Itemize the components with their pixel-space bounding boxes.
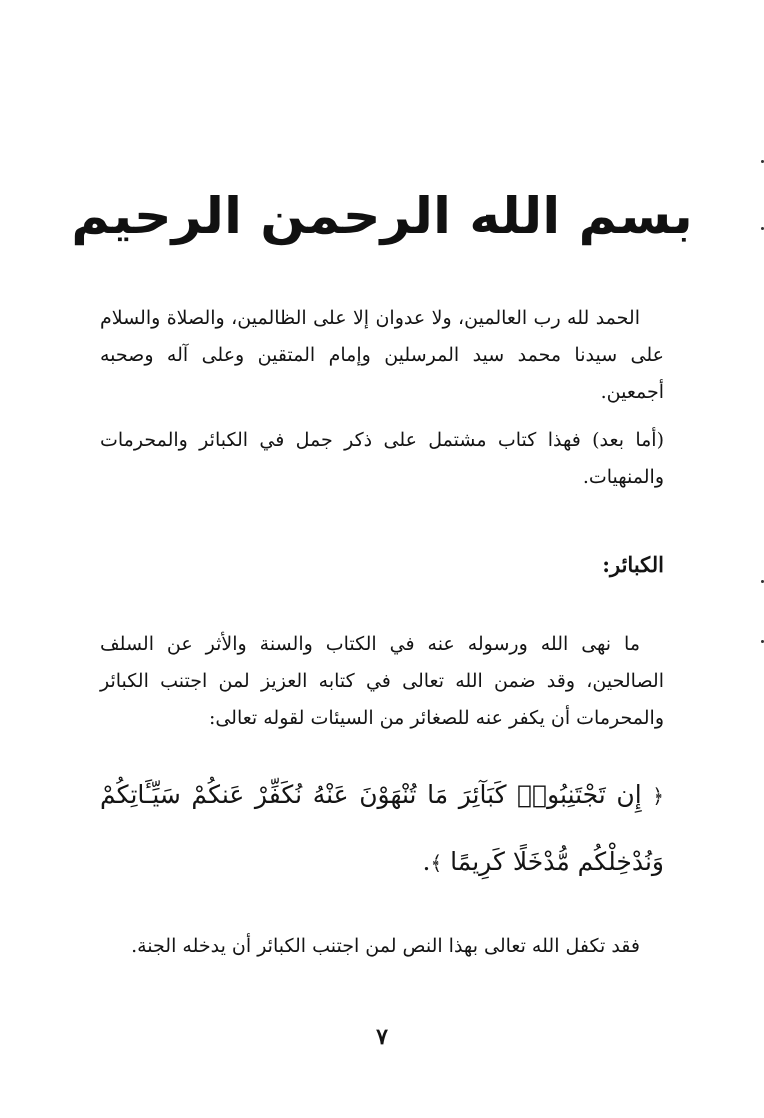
opening-praise-paragraph: الحمد لله رب العالمين، ولا عدوان إلا على الظالمين، والصلاة والسلام على سيدنا محمد سيد المرسلين وإمام المتقين وعلى آله وصحبه أجمعين. (100, 307, 664, 403)
verse-end-period: . (422, 847, 431, 876)
conclusion-paragraph: فقد تكفل الله تعالى بهذا النص لمن اجتنب الكبائر أن يدخله الجنة. (131, 935, 640, 957)
verse-text: إِن تَجْتَنِبُوا۟ كَبَآئِرَ مَا تُنْهَوْنَ عَنْهُ نُكَفِّرْ عَنكُمْ سَيِّـَٔاتِكُمْ وَنُدْخِلْكُم مُّدْخَلًا كَرِيمًا (100, 780, 664, 876)
definition-paragraph: ما نهى الله ورسوله عنه في الكتاب والسنة والأثر عن السلف الصالحين، وقد ضمن الله تعالى في كتابه العزيز لمن اجتنب الكبائر والمحرمات أن يكفر عنه للصغائر من السيئات لقوله تعالى: (100, 633, 664, 729)
basmala-calligraphy: بسم الله الرحمن الرحيم (71, 187, 693, 245)
introduction-paragraph: (أما بعد) فهذا كتاب مشتمل على ذكر جمل في الكبائر والمحرمات والمنهيات. (100, 429, 664, 488)
page-number: ٧ (376, 1024, 388, 1050)
quran-verse (100, 762, 664, 896)
verse-open-bracket: ﴿ (652, 784, 664, 808)
section-heading: الكبائر: (602, 552, 664, 577)
verse-close-bracket: ﴾ (430, 851, 443, 875)
